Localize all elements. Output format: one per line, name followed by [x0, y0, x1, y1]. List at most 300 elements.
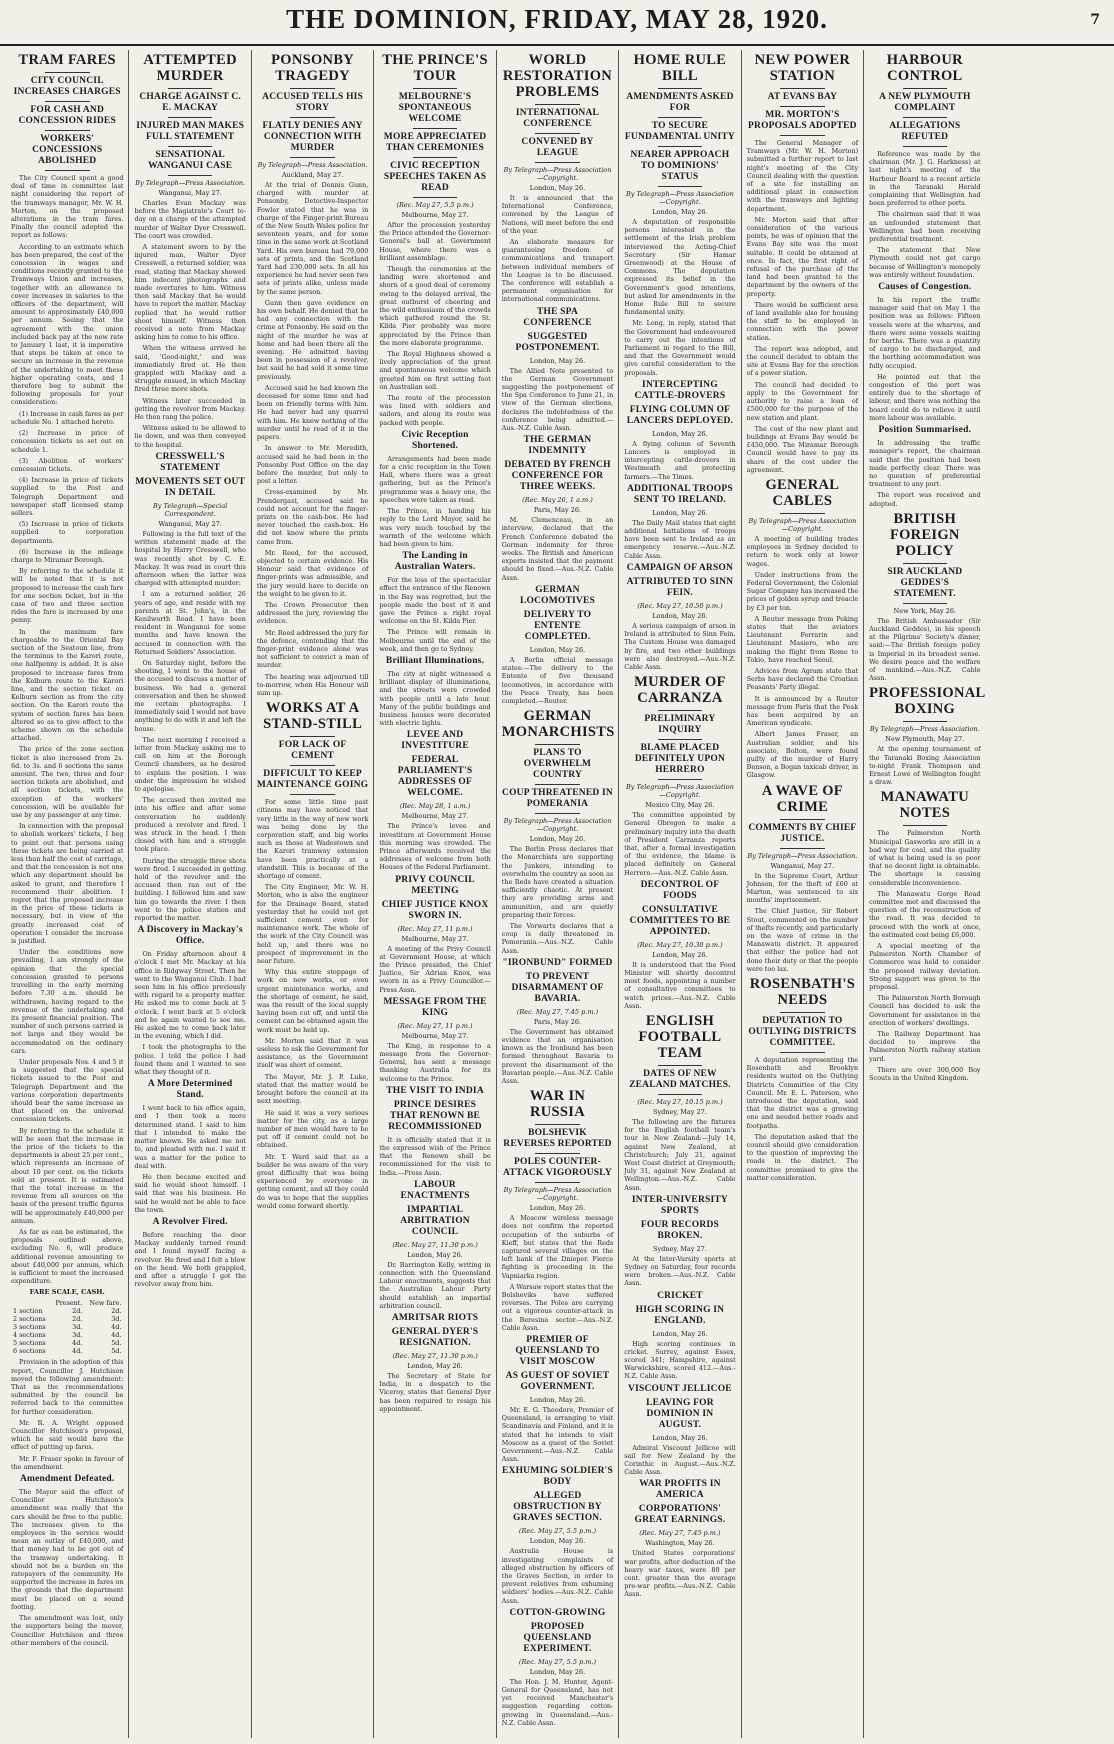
subheadline: SIR AUCKLAND GEDDES'S STATEMENT.	[887, 566, 963, 599]
byline: By Telegraph—Press Association—Copyright.	[748, 516, 857, 533]
table-cell: 4d.	[111, 1323, 122, 1332]
table-cell: 2d.	[111, 1307, 122, 1316]
paragraph: (6) Increase in the mileage charge to Miramar Borough.	[11, 547, 124, 564]
headline: WAR IN RUSSIA	[529, 1088, 586, 1121]
subheadline: BLAME PLACED DEFINITELY UPON HERRERO	[634, 743, 726, 776]
section-heading: COTTON-GROWING	[509, 1607, 606, 1618]
paragraph: Following is the full text of the written statement made at the hospital by Harry Cresswell, who was recently shot by C. E. Mackay. It was read in court this afternoon when the latter was charged with attempted murder:	[134, 529, 246, 588]
headline-rule	[45, 72, 90, 73]
table-cell: 6 sections	[13, 1347, 46, 1356]
paragraph: The price of the zone section ticket is also increased from 2s. 6d. to 3s. and 6 sections the same amount. The two, three and four section tickets are abolished, and all section tickets, with the exception of the workers' concession, will be available for use by any passenger at any time.	[11, 745, 124, 820]
article	[624, 52, 735, 1599]
dateline: London, May 26.	[529, 356, 586, 365]
table-cell: 1 section	[13, 1307, 43, 1316]
paragraph: The city at night witnessed a brilliant display of illuminations, and the streets were crowded with people until a late hour. Many of the public buildings and business houses were decorated with electric lights.	[379, 669, 491, 728]
paragraph: The cost of the new plant and buildings at Evans Bay would be £450,000. The Miramar Borough Council would have to pay its share of the cost under the agreement.	[746, 424, 859, 474]
paragraph: Under proposals Nos. 4 and 5 it is suggested that the special tickets issued to the Post and Telegraph Department and the various corporation departments should bear the same increase as that placed on the universal concession tickets.	[11, 1057, 124, 1124]
paragraph: (1) Increase in cash fares as per schedule No. 1 attached hereto.	[11, 409, 124, 426]
dateline: London, May 26.	[407, 1250, 463, 1259]
headline-rule	[658, 1065, 703, 1066]
subheadline: ALLEGATIONS REFUTED	[889, 121, 961, 142]
subhead-rule	[413, 128, 458, 129]
paragraph: He pointed out that the congestion of the port was entirely due to the shortage of labour, and there was nothing the board could do to relieve it until more labour was available.	[869, 372, 981, 422]
page-columns	[6, 50, 1108, 1738]
paragraph: At the Inter-Varsity sports at Sydney on Saturday, four records were broken.—Aus.-N.Z. Cable Assn.	[624, 1254, 736, 1288]
section-heading: A Revolver Fired.	[152, 1216, 228, 1227]
section-heading: ATTRIBUTED TO SINN FEIN.	[626, 576, 734, 598]
subhead-rule	[535, 133, 580, 134]
section-heading: CHIEF JUSTICE KNOX SWORN IN.	[381, 899, 489, 921]
subheadline: FLATLY DENIES ANY CONNECTION WITH MURDER	[262, 121, 363, 153]
section-heading: Causes of Congestion.	[878, 282, 972, 293]
headline: HOME RULE BILL	[633, 52, 727, 84]
paragraph: On Saturday night, before the shooting, I went to the house of the accused to discuss a matter of business. We had a general conversation and then he showed me certain photographs. I immediately said I would not have anything to do with it and left the house.	[134, 658, 246, 733]
section-heading: DECONTROL OF FOODS	[640, 879, 720, 901]
paragraph: According to an estimate which has been prepared, the cost of the concession in wages and conditions recently granted to the Tramways Union and increases, together with an allowance to cover increases in salaries to the officers of the department, will amount to approximately £40,000 per annum. Seeing that the agreement with the union included back pay at the new rate to January 1 last, it is imperative that steps be taken at once to secure an increase in the revenue of the undertaking to meet these higher operating costs, and I therefore beg to submit the following proposals for your consideration:	[11, 242, 124, 407]
table-cell: 2d.	[72, 1307, 83, 1316]
headline: ENGLISH FOOTBALL TEAM	[638, 1012, 722, 1061]
table-row	[11, 1307, 123, 1315]
paragraph: The Prince will remain in Melbourne until the end of the week, and then go to Sydney.	[379, 628, 491, 653]
subheadline: MR. MORTON'S PROPOSALS ADOPTED	[748, 110, 857, 131]
subhead-rule	[658, 739, 703, 740]
byline: By Telegraph—Press Association.	[747, 851, 858, 860]
byline: (Rec. May 27, 5.5 p.m.)	[518, 1527, 597, 1536]
section-heading: GERMAN LOCOMOTIVES	[519, 584, 596, 606]
paragraph: In answer to Mr. Meredith, accused said he had been in the Ponsonby Post Office on the day before the murder, but only to post a letter.	[256, 444, 369, 486]
paragraph: A statement sworn to by the injured man, Walter Dyer Cresswell, a returned soldier, was read, stating that Mackay showed him indecent photographs and made overtures to him. Witness then said Mackay that he would have to report the matter. Mackay replied that he would rather shoot himself. Witness then received a note from Mackay asking him to come to his office.	[134, 243, 246, 342]
subheadline: INJURED MAN MAKES FULL STATEMENT	[136, 121, 245, 142]
paragraph: A Berlin official message states:—The delivery to the Entente of five thousand locomotives, in accordance with the Peace Treaty, has been completed.—Reuter.	[501, 655, 614, 705]
section-heading: PRIVY COUNCIL MEETING	[395, 874, 475, 896]
headline: MANAWATU NOTES	[880, 789, 969, 822]
paragraph: A serious campaign of arson in Ireland is attributed to Sinn Fein. The Custom House was damaged by fire, and two other buildings were also destroyed.—Aus.-N.Z. Cable Assn.	[624, 621, 736, 671]
subheadline: CHARGE AGAINST C. E. MACKAY	[139, 92, 241, 113]
subhead-rule	[780, 135, 825, 136]
paragraph: A deputation representing the Rosenbath and Brooklyn residents waited on the Outlying Districts Committee of the City Council. Mr. E. L. Paterson, who introduced the deputation, said that the district was a growing one and needed better roads and footpaths.	[746, 1056, 859, 1130]
headline: PROFESSIONAL BOXING	[869, 685, 986, 718]
section-heading: THE SPA CONFERENCE	[523, 306, 592, 328]
subhead-rule	[535, 813, 580, 814]
paragraph: In addressing the traffic manager's report, the chairman said that the position had been made perfectly clear. There was no question of preferential treatment to any port.	[869, 439, 981, 489]
dateline: Wanganui, May 27.	[770, 861, 835, 870]
byline: (Rec. May 27, 10.15 p.m.)	[637, 1097, 723, 1106]
subhead-rule	[168, 175, 213, 176]
subhead-rule	[780, 106, 825, 107]
dateline: Mexico City, May 26.	[645, 801, 715, 810]
headline-rule	[413, 88, 458, 89]
headline: ATTEMPTED MURDER	[143, 52, 237, 84]
section-heading: FLYING COLUMN OF LANCERS DEPLOYED.	[626, 404, 734, 426]
table-cell: 5d.	[111, 1339, 122, 1348]
paragraph: Advices from Agram state that Serbs have declared the Croatian Peasants' Party illegal.	[746, 666, 859, 692]
paragraph: Before reaching the door Mackay suddenly turned round and I found myself facing a revolver. He fired and I felt a blow on the head. We both grappled, and after a struggle I got the revolver away from him.	[134, 1230, 246, 1289]
subhead-rule	[290, 117, 335, 118]
paragraph: Provision in the adoption of this report, Councillor J. Hutchison moved the following amendment: That as the recommendations submitted by the council be referred back to the committee for further consideration.	[11, 1358, 124, 1416]
subhead-rule	[413, 197, 458, 198]
paragraph: On Friday afternoon about 4 o'clock I met Mr. Mackay at his office in Ridgway Street. Then he went to the Wanganui Club. I had seen him in his office previously with regard to a property matter. He asked me to come back at 5 o'clock. I went back at 5 o'clock and he again wanted to see me. He asked me to come back later in the evening, which I did.	[134, 950, 246, 1041]
subhead-rule	[903, 117, 948, 118]
article	[747, 52, 858, 1182]
paragraph: Reference was made by the chairman (Mr. J. G. Harkness) at last night's meeting of the Harbour Board to a recent article in the Taranaki Herald complaining that Wellington had been preferred to other ports.	[869, 150, 981, 208]
paragraph: The Chief Justice, Sir Robert Stout, commented on the number of thefts recently, and particularly on the wave of crime in the Manawatu district. It appeared that either the police had not done their duty or that the people were too lax.	[746, 907, 859, 973]
section-heading: IMPARTIAL ARBITRATION COUNCIL	[400, 1204, 470, 1237]
subheadline: CITY COUNCIL INCREASES CHARGES	[13, 76, 121, 97]
subheadline: A NEW PLYMOUTH COMPLAINT	[879, 92, 971, 113]
article	[379, 52, 490, 1413]
paragraph: I went back to his office again, and I then took a more determined stand. I said to him that I intended to make the matter known. He asked me not to, and pleaded with me. I said it was a matter for the police to deal with.	[134, 1104, 246, 1170]
byline: (Rec. May 27, 7.45 p.m.)	[516, 1007, 599, 1016]
paragraph: The amendment was lost, only the supporters being the mover, Councillor Hutchison and three other members of the council.	[11, 1614, 124, 1647]
table-cell: 4d.	[72, 1347, 83, 1356]
paragraph: Mr. R. A. Wright opposed Councillor Hutchison's proposal, which he said would have the effect of putting up fares.	[11, 1418, 124, 1452]
subheadline: ACCUSED TELLS HIS STORY	[262, 92, 364, 113]
dateline: Sydney, May 27.	[653, 1244, 707, 1253]
section-heading: WAR PROFITS IN AMERICA	[639, 1479, 721, 1501]
paragraph: The Prince, in handing his reply to the Lord Mayor, said he was very much touched by the warmth of the welcome which had been given to him.	[379, 507, 491, 548]
paragraph: Mr. Reed, for the accused, objected to certain evidence. His Honour said that evidence of finger-prints was admissible, and the jury would have to decide on the weight to be given to it.	[256, 548, 369, 598]
table-cell: 4d.	[72, 1339, 83, 1348]
table-header	[11, 1299, 51, 1307]
headline-rule	[903, 825, 948, 826]
subhead-rule	[658, 186, 703, 187]
article	[869, 52, 986, 1083]
headline: THE PRINCE'S TOUR	[382, 52, 488, 84]
section-heading: MESSAGE FROM THE KING	[383, 996, 487, 1018]
headline: TRAM FARES	[18, 52, 116, 68]
section-heading: PROPOSED QUEENSLAND EXPERIMENT.	[523, 1621, 592, 1654]
subheadline: COUP THREATENED IN POMERANIA	[502, 788, 613, 810]
paragraph: A Warsaw report states that the Bolsheviks have suffered reverses. The Poles are carrying out a vigorous counter-attack in the Beresina sector.—Aus.-N.Z. Cable Assn.	[501, 1282, 614, 1332]
paragraph: The Daily Mail states that eight additional battalions of troops have been sent to Ireland as an emergency reserve.—Aus.-N.Z. Cable Assn.	[624, 518, 736, 560]
paragraph: Charles Evan Mackay was before the Magistrate's Court to-day on a charge of the attempted murder of Walter Dyer Cresswell. The court was crowded.	[134, 199, 246, 240]
subheadline: DEPUTATION TO OUTLYING DISTRICTS COMMITTEE.	[748, 1016, 857, 1049]
article	[502, 52, 613, 1727]
section-heading: AMRITSAR RIOTS	[391, 1313, 479, 1324]
dateline: New York, May 26.	[893, 606, 957, 615]
table-cell: 2 sections	[13, 1315, 46, 1324]
byline: By Telegraph—Press Association—Copyright.	[626, 190, 734, 206]
paragraph: The report was received and adopted.	[869, 491, 981, 508]
dateline: London, May 26.	[652, 208, 708, 216]
subhead-rule	[658, 1094, 703, 1095]
section-heading: DELIVERY TO ENTENTE COMPLETED.	[523, 609, 592, 642]
paragraph: Australia House is investigating complaints of alleged obstruction by officers of the Graves Section, in order to prevent relatives from exhuming soldiers' bodies.—Aus.-N.Z. Cable Assn.	[501, 1547, 614, 1605]
paragraph: By referring to the schedule it will be seen that the increase in the price of the tickets to the departments is about 25 per cent., which represents an increase of about 10 per cent. on the tickets sold at present. It is estimated that the total increase in the revenue from all sources on the basis of the present traffic figures will be approximately £40,000 per annum.	[11, 1126, 124, 1225]
subhead-rule	[535, 1153, 580, 1154]
section-heading: GENERAL DYER'S RESIGNATION.	[391, 1327, 479, 1349]
article	[257, 52, 368, 1210]
subhead-rule	[168, 146, 213, 147]
paragraph: Admiral Viscount Jellicoe will sail for New Zealand by the Corinthic in August.—Aus.-N.Z. Cable Assn.	[624, 1443, 736, 1477]
paragraph: For the loss of the spectacular effect the entrance of the Renown in the Bay was regretted, but the people made the best of it and gave the Prince a right royal welcome on the St. Kilda Pier.	[379, 576, 491, 626]
dateline: Sydney, May 27.	[653, 1107, 707, 1116]
section-heading: FEDERAL PARLIAMENT'S ADDRESSES OF WELCOME.	[397, 755, 473, 799]
subhead-rule	[45, 170, 90, 171]
subhead-rule	[290, 794, 335, 795]
dateline: Auckland, May 27.	[281, 171, 344, 179]
subhead-rule	[45, 130, 90, 131]
table-header-row	[11, 1299, 123, 1307]
section-heading: Civic Reception Shortened.	[401, 429, 469, 451]
byline: (Rec. May 27, 10.50 p.m.)	[637, 601, 723, 610]
subhead-rule	[658, 117, 703, 118]
paragraph: A Reuter message from Peking states that the aviators Lieutenant Ferrarin and Lieutenant Masiero, who are making the flight from Rome to Tokio, have reached Seoul.	[746, 614, 859, 664]
dateline: Melbourne, May 27.	[401, 812, 469, 821]
paragraph: After the procession yesterday the Prince attended the Governor-General's ball at Government House, where there was a brilliant assemblage.	[379, 221, 491, 262]
paragraph: It is officially stated that it is the expressed wish of the Prince that the Renown shall be recommissioned for the visit to India.—Press Assn.	[379, 1135, 491, 1177]
paragraph: M. Clemenceau, in an interview, declared that the French Conference debated the German indemnity for three weeks. The British and American experts insisted that the payment should be fixed.—Aus.-N.Z. Cable Assn.	[501, 516, 614, 582]
paragraph: A meeting of the Privy Council at Government House, at which the Prince presided, the Chief Justice, Sir Adrian Knox, was sworn in as a Privy Councillor.—Press Assn.	[379, 944, 491, 994]
headline: PONSONBY TRAGEDY	[271, 52, 355, 84]
paragraph: The Railway Department has decided to improve the Palmerston North railway station yard.	[869, 1030, 981, 1063]
subheadline: MORE APPRECIATED THAN CEREMONIES	[383, 132, 487, 153]
column-1	[6, 50, 128, 1738]
byline: By Telegraph—Press Association—Copyright.	[503, 166, 612, 182]
paragraph: A special meeting of the Palmerston North Chamber of Commerce was held to consider the proposed railway deviation. Strong support was given to the proposal.	[869, 942, 981, 992]
paragraph: An elaborate measure for guaranteeing freedom of communications and transport between individual members of the League is to be discussed. The conference will establish a permanent organisation for international communications.	[501, 238, 614, 304]
headline-rule	[903, 563, 948, 564]
paragraph: The Allied Note presented to the German Government suggesting the postponement of the Spa Conference to June 21, in view of the German elections, declares the indebtedness of the conference being admitted.—Aus.-N.Z. Cable Assn.	[501, 366, 614, 433]
dateline: Melbourne, May 27.	[401, 1031, 469, 1040]
paragraph: Mr. Morton said that after consideration of the various points, he was of opinion that the Evans Bay site was the most suitable. It could be obtained at once. In fact, the first right of refusal of the purchase of the land had been granted to the department by the owners of the property.	[746, 215, 859, 298]
section-heading: LEVEE AND INVESTITURE	[401, 730, 469, 752]
subheadline: SENSATIONAL WANGANUI CASE	[148, 150, 233, 171]
paragraph: It is announced that the International Conference, convened by the League of Nations, will meet before the end of the year.	[501, 194, 614, 235]
section-heading: Position Summarised.	[878, 425, 972, 436]
headline-rule	[903, 721, 948, 722]
subhead-rule	[290, 765, 335, 766]
column-5	[496, 50, 618, 1738]
subhead-rule	[658, 779, 703, 780]
table-row	[11, 1339, 123, 1347]
dateline: Wanganui, May 27.	[158, 519, 222, 528]
paragraph: Arrangements had been made for a civic reception in the Town Hall, where there was a great gathering, but as the Prince's programme was a heavy one, the speeches were taken as read.	[379, 454, 491, 504]
table-cell: 3d.	[111, 1315, 122, 1324]
headline: NEW POWER STATION	[754, 52, 851, 84]
section-heading: A Discovery in Mackay's Office.	[137, 925, 243, 947]
section-heading: THE GERMAN INDEMNITY	[523, 435, 592, 457]
masthead	[0, 0, 1114, 46]
subheadline: INTERNATIONAL CONFERENCE	[515, 108, 600, 129]
paragraph: High scoring continues in cricket. Surrey, against Essex, scored 341; Hampshire, against Warwickshire, scored 412.—Aus.-N.Z. Cable Assn.	[624, 1339, 736, 1381]
subhead-rule	[780, 848, 825, 849]
subhead-rule	[535, 162, 580, 163]
section-heading: EXHUMING SOLDIER'S BODY	[501, 1466, 613, 1488]
byline: By Telegraph—Press Association.	[257, 161, 368, 169]
headline-rule	[780, 88, 825, 89]
paragraph: By referring to the schedule it will be noted that it is not proposed to increase the cash fare for one section ticket, but in the case of two and three section rides the fare is increased by one penny.	[11, 567, 124, 625]
headline-rule	[903, 88, 948, 89]
section-heading: FOUR RECORDS BROKEN.	[640, 1219, 719, 1241]
byline: By Telegraph—Press Association—Copyright.	[626, 783, 734, 800]
table-cell: 2d.	[72, 1315, 83, 1324]
table-cell: 5 sections	[13, 1339, 46, 1348]
dateline: London, May 26.	[652, 1329, 708, 1338]
paragraph: A flying column of Seventh Lancers is employed in intercepting cattle-drovers in Westmeath and protecting farmers.—The Times.	[624, 439, 736, 481]
section-heading: LEAVING FOR DOMINION IN AUGUST.	[646, 1397, 714, 1430]
section-heading: LABOUR ENACTMENTS	[400, 1179, 470, 1201]
paragraph: It is announced by a Reuter message from Paris that the Peak has been acquired by an American syndicate.	[746, 694, 859, 728]
section-heading: The Landing in Australian Waters.	[394, 551, 476, 573]
section-heading: CORPORATIONS' GREAT EARNINGS.	[634, 1504, 726, 1526]
newspaper-title: THE DOMINION, FRIDAY, MAY 28, 1920.	[286, 4, 828, 34]
paragraph: The chairman said that it was an unfounded statement that Wellington had been receiving preferential treatment.	[869, 210, 981, 244]
byline: (Rec. May 26, 1 a.m.)	[522, 496, 593, 505]
subhead-rule	[903, 146, 948, 147]
subheadline: PRELIMINARY INQUIRY	[644, 714, 716, 736]
paragraph: Though the ceremonies at the landing were shortened and shorn of a good deal of ceremony owing to the delayed arrival, the great outburst of cheering and the wild enthusiasm of the crowds which gathered round the St. Kilda Pier probably was more appreciated by the Prince than the more elaborate programme.	[379, 265, 491, 347]
closing-paragraph: There are over 300,000 Boy Scouts in the United Kingdom.	[869, 1065, 981, 1083]
paragraph: The Palmerston North Borough Council has decided to ask the Government for assistance in the erection of workers' dwellings.	[869, 994, 981, 1027]
paragraph: At the opening tournament of the Taranaki Boxing Association to-night Frank Thompson and Ernest Lowe of Wellington fought a draw.	[869, 745, 981, 787]
column-3	[251, 50, 373, 1738]
paragraph: The City Engineer, Mr. W. H. Morton, who is also the engineer for the Drainage Board, stated yesterday that he could not get sufficient cement even for maintenance work. The whole of the work of the City Council was held up, and there was no prospect of improvement in the near future.	[256, 883, 369, 966]
subheadline: DATES OF NEW ZEALAND MATCHES.	[629, 1068, 731, 1090]
paragraph: (3) Abolition of workers' concession tickets.	[11, 456, 124, 473]
subheadline: CIVIC RECEPTION SPEECHES TAKEN AS READ	[383, 161, 487, 193]
headline-rule	[780, 819, 825, 820]
section-heading: INTERCEPTING CATTLE-DROVERS	[634, 379, 726, 401]
headline: WORKS AT A STAND-STILL	[263, 700, 363, 733]
section-heading: ADDITIONAL TROOPS SENT TO IRELAND.	[626, 483, 733, 505]
page-number: 7	[1090, 12, 1100, 28]
section-heading: VISCOUNT JELLICOE	[628, 1383, 732, 1394]
section-heading: DEBATED BY FRENCH CONFERENCE FOR THREE WEEKS.	[504, 460, 611, 493]
paragraph: Under instructions from the Federal Government, the Colonial Sugar Company has increased the prices of golden syrup and treacle by £3 per ton.	[746, 570, 859, 612]
byline: By Telegraph—Special Correspondent.	[153, 501, 228, 518]
column-7	[741, 50, 863, 1738]
dateline: Melbourne, May 27.	[401, 934, 469, 943]
table-cell: 3d.	[72, 1331, 83, 1340]
subheadline: FOR LACK OF CEMENT	[278, 740, 347, 762]
subhead-rule	[290, 157, 335, 158]
paragraph: The accused then invited me into his office and after some conversation he suddenly produced a revolver and fired. I was struck in the head. I then closed with him and a struggle took place.	[134, 796, 246, 854]
paragraph: The statement that New Plymouth could not get cargo because of Wellington's monopoly was entirely without foundation.	[869, 246, 981, 279]
paragraph: A Moscow wireless message does not confirm the reported occupation of the suburbs of Kieff, but states that the Reds captured several villages on the left bank of the Dnieper. Fierce fighting is proceeding in the Vapniarka region.	[501, 1214, 614, 1280]
subheadline: POLES COUNTER-ATTACK VIGOROUSLY	[503, 1157, 612, 1179]
paragraph: (4) Increase in price of tickets supplied to the Post and Telegraph Department and newspaper staff licensed stamp sellers.	[11, 476, 124, 517]
section-heading: HIGH SCORING IN ENGLAND.	[635, 1304, 725, 1326]
headline-rule	[290, 88, 335, 89]
column-8	[863, 50, 985, 1738]
table-header: Present.	[55, 1299, 83, 1308]
paragraph: The report was adopted, and the council decided to obtain the site at Evans Bay for the erection of a power station.	[746, 344, 859, 378]
paragraph: The route of the procession was lined with soldiers and sailors, and along its route was packed with people.	[379, 394, 491, 427]
subhead-rule	[903, 603, 948, 604]
headline: GENERAL CABLES	[765, 476, 840, 509]
paragraph: The King, in response to a message from the Governor-General, has sent a message thanking Australia for its welcome to the Prince.	[379, 1041, 491, 1083]
table-cell: 4 sections	[13, 1331, 46, 1340]
dateline: London, May 26.	[529, 184, 586, 192]
paragraph: The Hon. J. M. Hunter, Agent-General for Queensland, has not yet received Manchester's suggestion regarding cotton-growing in Queensland.—Aus.-N.Z. Cable Assn.	[501, 1677, 614, 1727]
paragraph: Dr. Barrington Kelly, writing in connection with the Queensland Labour enactments, suggests that the Australian Labour Party should establish an impartial arbitration council.	[379, 1260, 491, 1310]
paragraph: The City Council spent a good deal of time in committee last night considering the report of the tramways manager, Mr. W. H. Morton, on the proposed alterations in the tram fares. Finally the council adopted the report as follows:	[11, 174, 124, 240]
paragraph: Mr. Reed addressed the jury for the defence, contending that the finger-print evidence alone was not sufficient to convict a man of murder.	[256, 628, 369, 670]
paragraph: Mr. Long, in reply, stated that the Government had endeavoured to carry out the intentions of Parliament in regard to the Bill, and that the Government would give careful consideration to the proposals.	[624, 319, 736, 377]
subheadline: AMENDMENTS ASKED FOR	[626, 92, 734, 113]
dateline: Washington, May 26.	[645, 1539, 715, 1548]
table-row	[11, 1331, 123, 1339]
section-heading: Brilliant Illuminations.	[385, 655, 485, 666]
section-heading: TO PREVENT DISARMAMENT OF BAVARIA.	[511, 971, 604, 1004]
paragraph: The Manawatu Gorge Road committee met and discussed the question of the reconstruction of the road. It was decided to proceed with the work at once, the estimated cost being £6,000.	[869, 889, 981, 939]
paragraph: Mr. F. Fraser spoke in favour of the amendment.	[11, 1454, 124, 1471]
paragraph: Why this entire stoppage of work on new works, or even urgent maintenance works, and the shortage of cement, he said, was the result of the local supply having been cut off, and until the cement can be obtained again the work must be held up.	[256, 968, 369, 1034]
byline: By Telegraph—Press Association.	[135, 179, 246, 187]
paragraph: During the struggle three shots were fired. I succeeded in getting hold of the revolver and the accused then ran out of the building. I followed him and saw him go towards the river. I then went to the police station and reported the matter.	[134, 856, 246, 923]
dateline: London, May 26.	[529, 1396, 586, 1405]
paragraph: The council had decided to apply to the Government for authority to raise a loan of £500,000 for the purpose of the new station and plant.	[746, 380, 859, 422]
byline: (Rec. May 27, 5.5 p.m.)	[518, 1657, 597, 1666]
paragraph: There would be sufficient area of land available also for housing the staff to be employed in connection with the power station.	[746, 300, 859, 342]
headline-rule	[535, 744, 580, 745]
headline-rule	[535, 1124, 580, 1125]
subheadline: COMMENTS BY CHIEF JUSTICE.	[748, 822, 857, 844]
paragraph: The Prince's levee and investiture at Government House this morning was crowded. The Prince afterwards received the addresses of welcome from both Houses of the Federal Parliament.	[379, 822, 491, 872]
byline: (Rec. May 27, 11 p.m.)	[397, 1021, 473, 1030]
dateline: Paris, May 26.	[533, 506, 582, 515]
section-heading: CAMPAIGN OF ARSON	[626, 562, 734, 573]
paragraph: United States corporations' war profits, after deduction of the heavy war taxes, were 80 per cent. greater than the average pre-war profits.—Aus.-N.Z. Cable Assn.	[624, 1549, 736, 1599]
subheadline: FOR CASH AND CONCESSION RIDES	[18, 105, 116, 126]
dateline: New Plymouth, May 27.	[885, 735, 965, 744]
table-caption: FARE SCALE, CASH.	[29, 1288, 105, 1297]
section-heading: CRESSWELL'S STATEMENT	[155, 451, 225, 473]
byline: By Telegraph—Press Association—Copyright.	[503, 1186, 612, 1203]
table-cell: 3 sections	[13, 1323, 46, 1332]
byline: (Rec. May 27, 11.30 p.m.)	[392, 1240, 478, 1249]
paragraph: The Mayor said the effect of Councillor Hutchison's amendment was really that the cars should be free to the public. The increases given to the employees in the service would mean an outlay of £40,000, and that money had to be got out of the tramway undertaking. It should not be a burden on the ratepayers of the community. He supported the increase in fares on the grounds that the department must be placed on a sound footing.	[11, 1488, 124, 1611]
section-heading: Amendment Defeated.	[19, 1474, 115, 1485]
paragraph: A meeting of building trades employees in Sydney decided to return to work only at lower wages.	[746, 534, 859, 568]
paragraph: Gunn then gave evidence on his own behalf. He denied that he had any connection with the crime at Ponsonby. He said on the night of the murder he was at home and had been there all the evening. He admitted having been in possession of a revolver, but said he had sold it some time previously.	[256, 298, 369, 381]
byline: (Rec. May 27, 10.30 p.m.)	[637, 940, 723, 949]
headline-rule	[535, 104, 580, 105]
section-heading: CRICKET	[657, 1290, 703, 1301]
paragraph: Mr. T. Ward said that as a builder he was aware of the very great difficulty that was being experienced by everyone in getting cement, and all they could do was to hope that the supplies would come forward shortly.	[256, 1152, 369, 1210]
paragraph: The committee appointed by General Obregon to make a preliminary inquiry into the death of President Carranza reports that, after a formal investigation of the evidence, the blame is placed definitely on General Herrero.—Aus.-N.Z. Cable Assn.	[624, 811, 736, 877]
table-cell: 3d.	[72, 1323, 83, 1332]
paragraph: The Palmerston North Municipal Gasworks are still in a bad way for coal, and the quality of what is being used is so poor that no decent light is obtainable. The shortage is causing considerable inconvenience.	[869, 829, 981, 887]
table-row	[11, 1323, 123, 1331]
paragraph: The Royal Highness showed a lively appreciation of the great and spontaneous welcome which greeted him on first setting foot on Australian soil.	[379, 350, 491, 391]
subheadline: WORKERS' CONCESSIONS ABOLISHED	[32, 134, 103, 166]
subhead-rule	[535, 1182, 580, 1183]
table-row	[11, 1315, 123, 1323]
article	[11, 52, 123, 1647]
dateline: London, May 26.	[652, 950, 708, 959]
subhead-rule	[45, 101, 90, 102]
section-heading: SUGGESTED POSTPONEMENT.	[515, 331, 600, 353]
paragraph: The deputation asked that the council should give consideration to the question of improving the roads in the district. The committee promised to give the matter consideration.	[746, 1132, 859, 1182]
subhead-rule	[413, 157, 458, 158]
headline-rule	[658, 88, 703, 89]
byline: (Rec. May 27, 7.45 p.m.)	[639, 1529, 721, 1538]
paragraph: Under the conditions now prevailing, I am strongly of the opinion that the special concession granted to persons travelling in the early morning before 7.30 a.m. should be withdrawn, having regard to the revenue of the undertaking and its present financial position. The number of such persons carried is not large and they would be accommodated on the ordinary cars.	[11, 948, 124, 1055]
paragraph: He said it was a very serious matter for the city, as a large number of men would have to be put off if cement could not be obtained.	[256, 1108, 369, 1150]
subheadline: BOLSHEVIK REVERSES REPORTED	[503, 1128, 612, 1150]
section-heading: CONSULTATIVE COMMITTEES TO BE APPOINTED.	[629, 904, 731, 937]
section-heading: THE VISIT TO INDIA	[386, 1085, 484, 1096]
dateline: London, May 26.	[407, 1362, 463, 1371]
paragraph: As far as can be estimated, the proposals outlined above, excluding No. 6, will produce additional revenue amounting to about £40,000 per annum, which is sufficient to meet the increased expenditure.	[11, 1227, 124, 1286]
paragraph: The Vorwarts declares that a coup is daily threatened in Pomerania.—Aus.-N.Z. Cable Assn.	[501, 921, 614, 955]
subhead-rule	[168, 117, 213, 118]
article	[134, 52, 245, 1288]
paragraph: When the witness arrived he said, 'Good-night,' and was immediately fired at. He then grappled with Mackay and a struggle ensued, in which Mackay fired three more shots.	[134, 344, 246, 394]
byline: (Rec. May 27, 11 p.m.)	[397, 924, 473, 933]
